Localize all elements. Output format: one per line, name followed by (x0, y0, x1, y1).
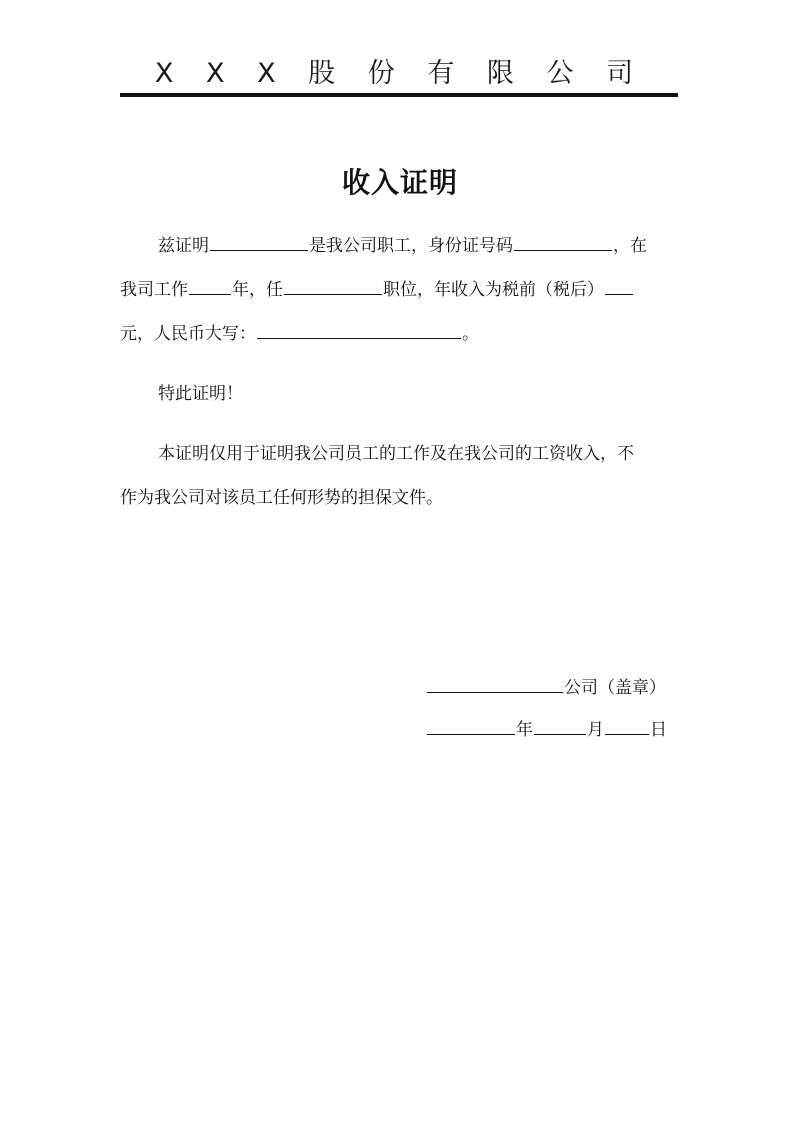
document-title: 收入证明 (341, 166, 458, 199)
signature-company-line (426, 674, 666, 700)
signature-date-line (426, 716, 667, 742)
blank-day[interactable] (605, 716, 649, 735)
company-header-title: X X X 股 份 有 限 公 司 (154, 58, 646, 89)
blank-income-amount[interactable] (605, 276, 633, 295)
paragraph-1-line-1 (158, 232, 647, 258)
blank-company-name[interactable] (427, 674, 563, 693)
header-divider (120, 93, 678, 97)
text-period: 。 (462, 324, 479, 344)
blank-years[interactable] (189, 276, 231, 295)
month-label: 月 (587, 720, 604, 740)
paragraph-1-line-3 (120, 320, 479, 346)
text-employee-id-label: 是我公司职工，身份证号码 (309, 236, 513, 256)
blank-id-number[interactable] (514, 232, 612, 251)
blank-employee-name[interactable] (210, 232, 308, 251)
company-seal-label: 公司（盖章） (564, 678, 666, 698)
text-year-position: 年，任 (232, 280, 283, 300)
paragraph-3-line-2: 作为我公司对该员工任何形势的担保文件。 (120, 488, 443, 508)
text-rmb-uppercase: 元，人民币大写： (120, 324, 256, 344)
paragraph-1-line-2 (120, 276, 634, 302)
blank-position[interactable] (284, 276, 382, 295)
blank-month[interactable] (534, 716, 586, 735)
text-at-suffix: ，在 (613, 236, 647, 256)
text-annual-income: 职位，年收入为税前（税后） (383, 280, 604, 300)
paragraph-2: 特此证明！ (158, 384, 243, 404)
paragraph-3-line-1: 本证明仅用于证明我公司员工的工作及在我公司的工资收入，不 (158, 444, 634, 464)
text-certify-prefix: 兹证明 (158, 236, 209, 256)
day-label: 日 (650, 720, 667, 740)
blank-year[interactable] (427, 716, 515, 735)
year-label: 年 (516, 720, 533, 740)
text-work-at-company: 我司工作 (120, 280, 188, 300)
blank-income-uppercase[interactable] (257, 320, 461, 339)
